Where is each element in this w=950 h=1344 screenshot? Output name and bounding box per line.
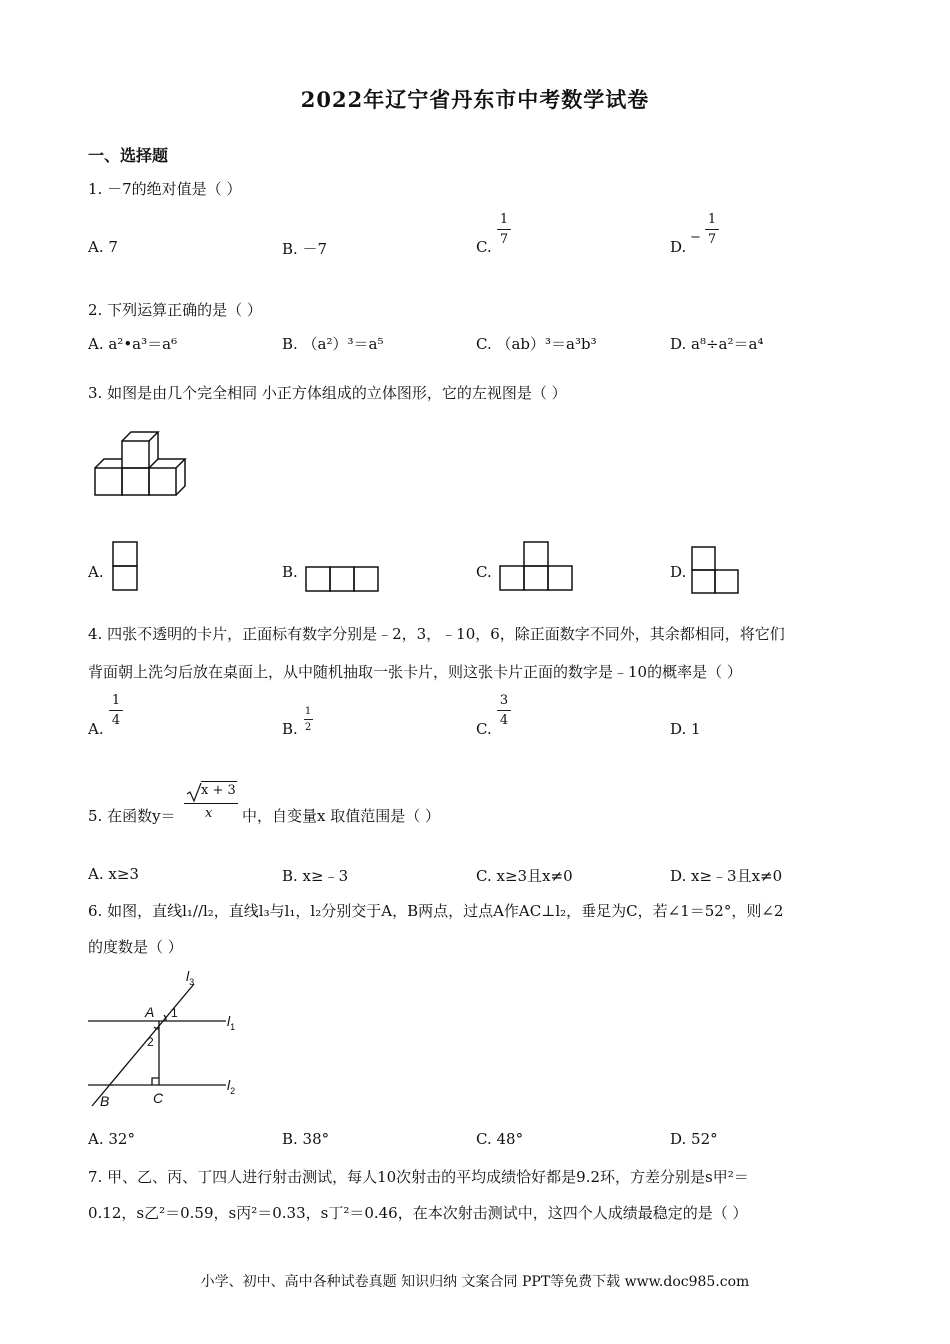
q5-option-d: D. x≥﹣3且x≠0 bbox=[670, 867, 783, 885]
q1-option-c-label: C. bbox=[476, 238, 492, 256]
q2-option-b: B. （a²）³＝a⁵ bbox=[282, 335, 384, 353]
q5-sqrt-sign bbox=[186, 782, 202, 802]
q5-option-c: C. x≥3且x≠0 bbox=[476, 867, 573, 885]
question-5-suffix: 中，自变量x 取值范围是（ ） bbox=[242, 807, 440, 825]
page-footer: 小学、初中、高中各种试卷真题 知识归纳 文案合同 PPT等免费下载 www.doc985.com bbox=[200, 1274, 750, 1290]
section-heading: 一、选择题 bbox=[88, 146, 169, 165]
question-4-line1: 4. 四张不透明的卡片，正面标有数字分别是﹣2，3，﹣10，6，除正面数字不同外，其余都相同，将它们 bbox=[88, 625, 785, 643]
question-1-stem: 1. －7的绝对值是（ ） bbox=[88, 180, 242, 198]
q5-option-b: B. x≥﹣3 bbox=[282, 867, 349, 885]
q2-option-a: A. a²•a³＝a⁶ bbox=[88, 335, 178, 353]
q1-option-c-fraction: 1 7 bbox=[494, 212, 514, 247]
question-7-line1: 7. 甲、乙、丙、丁四人进行射击测试，每人10次射击的平均成绩恰好都是9.2环，方差分别是s甲²＝ bbox=[88, 1168, 749, 1186]
q3-option-d-label: D. bbox=[670, 563, 687, 581]
q3-option-a-figure bbox=[112, 541, 138, 591]
label-l2: $l_2$ bbox=[227, 1077, 236, 1096]
q4-option-d: D. 1 bbox=[670, 720, 701, 738]
q6-option-a: A. 32° bbox=[88, 1130, 135, 1148]
q5-numerator: x + 3 bbox=[201, 783, 236, 798]
q6-geometry-figure bbox=[86, 966, 256, 1111]
q3-option-d-figure bbox=[691, 546, 741, 594]
question-6-line2: 的度数是（ ） bbox=[88, 938, 183, 956]
q3-option-a-label: A. bbox=[88, 563, 104, 581]
q4-option-a-label: A. bbox=[88, 720, 104, 738]
line-l3 bbox=[92, 984, 194, 1106]
q4-option-c-label: C. bbox=[476, 720, 492, 738]
q4-option-c-fraction: 3 4 bbox=[494, 693, 514, 728]
right-angle-mark bbox=[152, 1078, 159, 1085]
q6-option-c: C. 48° bbox=[476, 1130, 524, 1148]
q3-option-b-figure bbox=[305, 566, 381, 592]
q1-option-d-sign: − bbox=[690, 230, 701, 245]
question-3-stem: 3. 如图是由几个完全相同 小正方体组成的立体图形，它的左视图是（ ） bbox=[88, 384, 567, 402]
q5-denominator: x bbox=[205, 806, 213, 821]
q2-option-d: D. a⁸÷a²＝a⁴ bbox=[670, 335, 764, 353]
q3-option-c-figure bbox=[499, 541, 575, 593]
label-b: B bbox=[100, 1093, 110, 1109]
q6-option-d: D. 52° bbox=[670, 1130, 718, 1148]
q1-option-d-fraction: 1 7 bbox=[702, 212, 722, 247]
q1-option-d-label: D. bbox=[670, 238, 687, 256]
label-l3: $l_3$ bbox=[186, 968, 195, 987]
q3-solid-figure bbox=[86, 424, 196, 504]
question-2-stem: 2. 下列运算正确的是（ ） bbox=[88, 301, 262, 319]
q2-option-c: C. （ab）³＝a³b³ bbox=[476, 335, 597, 353]
q1-option-b: B. －7 bbox=[282, 240, 328, 258]
label-angle-1: 1 bbox=[171, 1006, 178, 1020]
label-a: A bbox=[145, 1004, 155, 1020]
question-5-prefix: 5. 在函数y＝ bbox=[88, 807, 176, 825]
q3-option-b-label: B. bbox=[282, 563, 298, 581]
q1-option-a: A. 7 bbox=[88, 238, 118, 256]
label-c: C bbox=[153, 1090, 164, 1106]
q4-option-b-fraction: 1 2 bbox=[304, 706, 312, 733]
q6-option-b: B. 38° bbox=[282, 1130, 330, 1148]
question-4-line2: 背面朝上洗匀后放在桌面上，从中随机抽取一张卡片，则这张卡片正面的数字是﹣10的概率是（ ） bbox=[88, 663, 742, 681]
q5-option-a: A. x≥3 bbox=[88, 865, 139, 883]
q5-fraction-bar bbox=[184, 803, 238, 804]
q3-option-c-label: C. bbox=[476, 563, 492, 581]
label-l1: $l_1$ bbox=[227, 1013, 236, 1032]
q4-option-b-label: B. bbox=[282, 720, 298, 738]
question-7-line2: 0.12，s乙²＝0.59，s丙²＝0.33，s丁²＝0.46，在本次射击测试中，这四个人成绩最稳定的是（ ） bbox=[88, 1204, 748, 1222]
label-angle-2: 2 bbox=[147, 1035, 154, 1049]
question-6-line1: 6. 如图，直线l₁//l₂，直线l₃与l₁，l₂分别交于A，B两点，过点A作AC⊥l₂，垂足为C，若∠1＝52°，则∠2 bbox=[88, 902, 784, 920]
q4-option-a-fraction: 1 4 bbox=[106, 693, 126, 728]
page-title: 2022年辽宁省丹东市中考数学试卷 bbox=[300, 87, 650, 112]
